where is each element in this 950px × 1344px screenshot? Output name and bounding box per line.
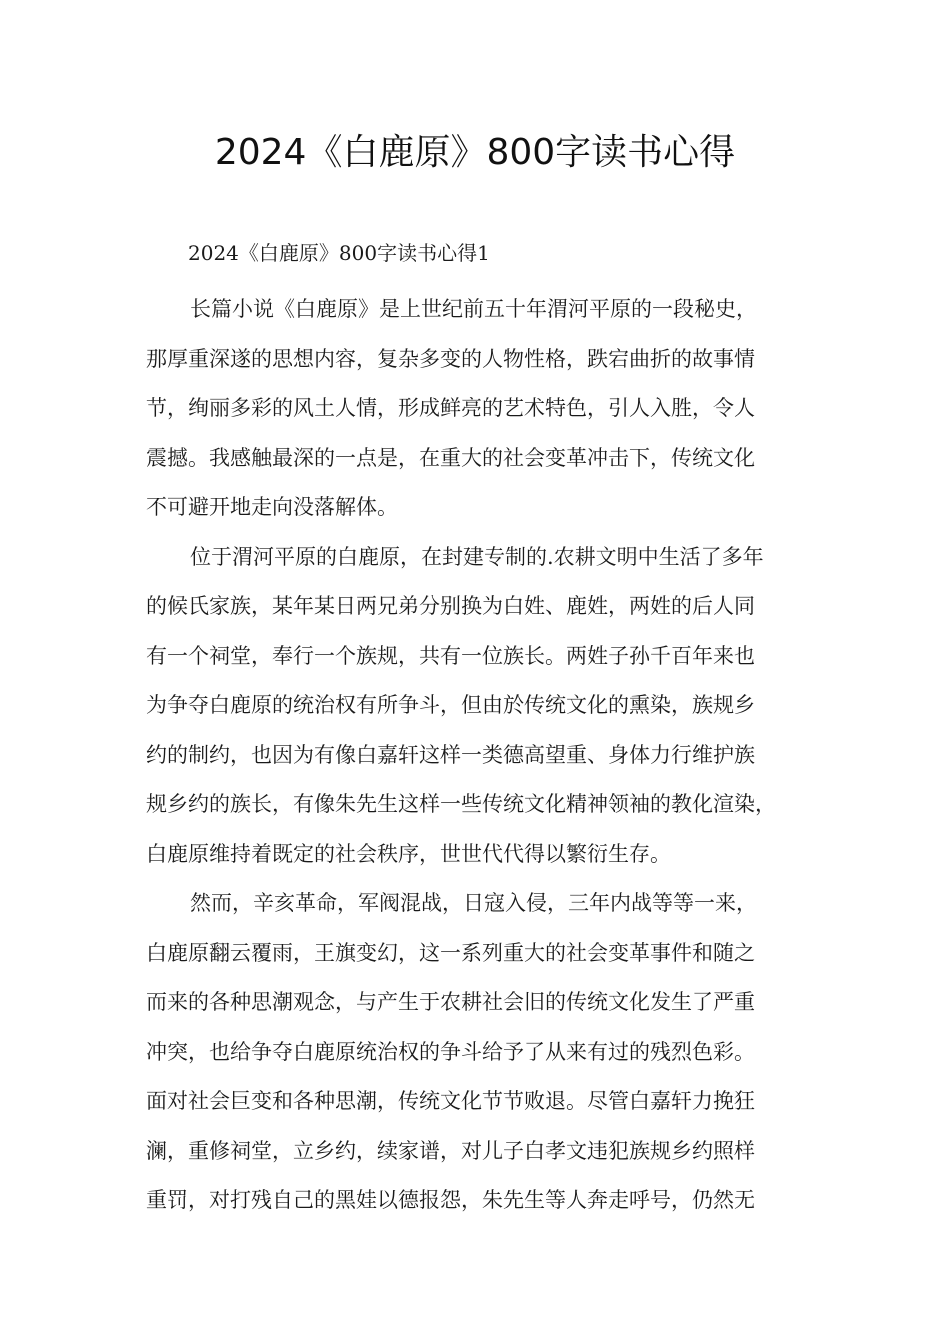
text-line: 节，绚丽多彩的风土人情，形成鲜亮的艺术特色，引人入胜，令人 [146, 396, 755, 420]
text-line: 那厚重深遂的思想内容，复杂多变的人物性格，跌宕曲折的故事情 [146, 346, 755, 371]
text-line: 规乡约的族长，有像朱先生这样一些传统文化精神领袖的教化渲染， [146, 792, 776, 816]
text-line: 的候氏家族，某年某日两兄弟分别换为白姓、鹿姓，两姓的后人同 [146, 594, 755, 618]
text-line: 然而，辛亥革命，军阀混战，日寇入侵，三年内战等等一来， [190, 891, 757, 915]
paragraph [146, 285, 836, 533]
text-line: 不可避开地走向没落解体。 [146, 495, 398, 519]
text-line: 重罚，对打残自己的黑娃以德报怨，朱先生等人奔走呼号，仍然无 [146, 1188, 755, 1212]
text-line: 约的制约，也因为有像白嘉轩这样一类德高望重、身体力行维护族 [146, 742, 755, 767]
paragraph [146, 533, 836, 880]
text-line: 白鹿原翻云覆雨，王旗变幻，这一系列重大的社会变革事件和随之 [146, 940, 755, 965]
section-heading: 2024《白鹿原》800字读书心得1 [188, 241, 490, 265]
text-line: 有一个祠堂，奉行一个族规，共有一位族长。两姓子孙千百年来也 [146, 643, 755, 668]
paragraph [146, 879, 836, 1226]
text-line: 震撼。我感触最深的一点是，在重大的社会变革冲击下，传统文化 [146, 445, 755, 470]
text-line: 冲突，也给争夺白鹿原统治权的争斗给予了从来有过的残烈色彩。 [146, 1039, 755, 1064]
text-line: 白鹿原维持着既定的社会秩序，世世代代得以繁衍生存。 [146, 841, 671, 866]
text-line: 长篇小说《白鹿原》是上世纪前五十年渭河平原的一段秘史， [190, 297, 757, 321]
text-line: 面对社会巨变和各种思潮，传统文化节节败退。尽管白嘉轩力挽狂 [146, 1089, 755, 1113]
text-line: 为争夺白鹿原的统治权有所争斗，但由於传统文化的熏染，族规乡 [146, 693, 755, 717]
document-body [146, 285, 836, 1226]
document-title: 2024《白鹿原》800字读书心得 [214, 132, 736, 173]
text-line: 而来的各种思潮观念，与产生于农耕社会旧的传统文化发生了严重 [146, 990, 755, 1014]
text-line: 位于渭河平原的白鹿原，在封建专制的.农耕文明中生活了多年 [190, 544, 764, 569]
text-line: 澜，重修祠堂，立乡约，续家谱，对儿子白孝文违犯族规乡约照样 [146, 1138, 755, 1163]
